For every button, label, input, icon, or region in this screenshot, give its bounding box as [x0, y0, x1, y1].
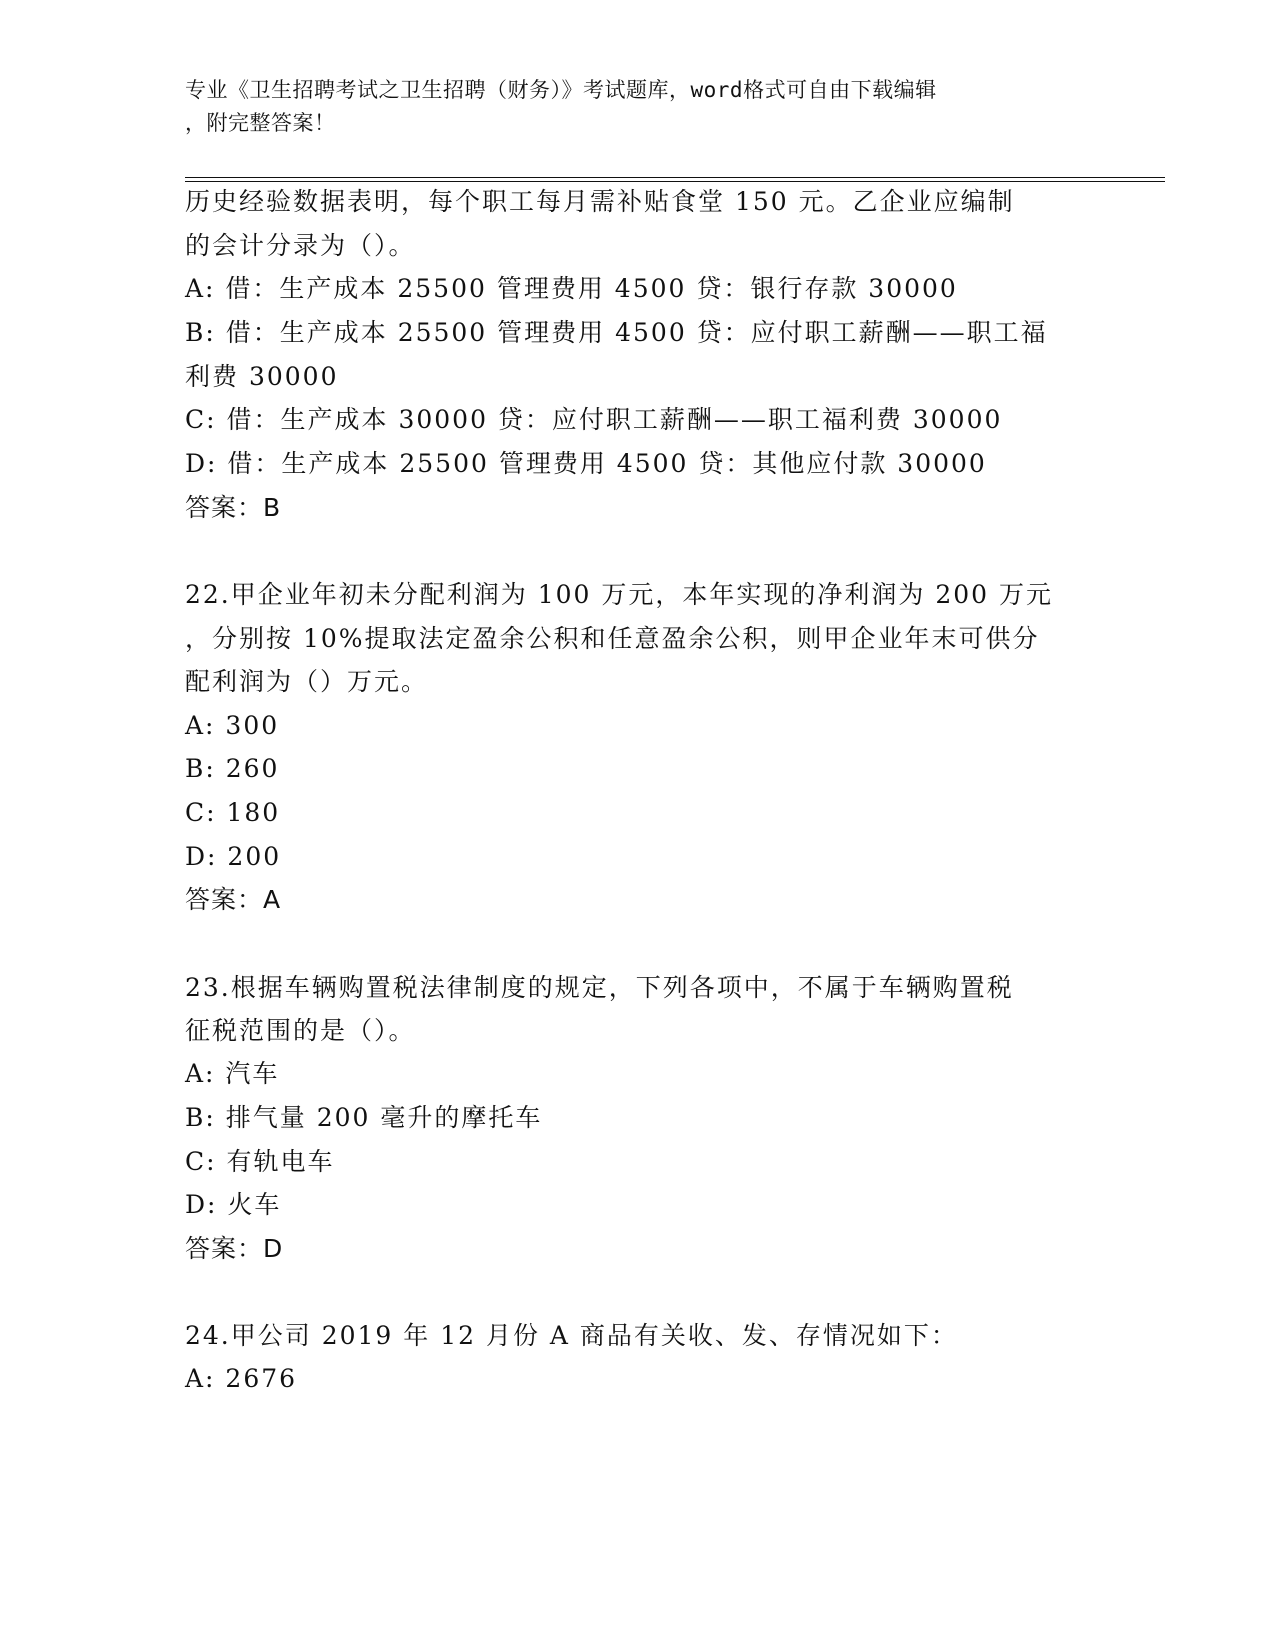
question-22-option-b: B: 260 [185, 754, 280, 783]
header-line-1: 专业《卫生招聘考试之卫生招聘（财务）》考试题库，word格式可自由下载编辑 [185, 78, 937, 102]
question-22-option-d: D: 200 [185, 842, 282, 871]
question-22-stem-line-1: 22.甲企业年初未分配利润为 100 万元，本年实现的净利润为 200 万元 [185, 580, 1053, 609]
question-23-answer: 答案：D [185, 1234, 284, 1263]
question-23-option-b: B: 排气量 200 毫升的摩托车 [185, 1103, 543, 1132]
header-divider-top [185, 177, 1165, 178]
question-22-answer: 答案：A [185, 885, 282, 914]
question-22-option-a: A: 300 [185, 711, 280, 740]
question-21-option-b-line-2: 利费 30000 [185, 362, 339, 391]
header-divider-bottom [185, 181, 1165, 182]
question-23-stem-line-2: 征税范围的是（）。 [185, 1016, 416, 1045]
question-21-option-d: D: 借：生产成本 25500 管理费用 4500 贷：其他应付款 30000 [185, 449, 987, 478]
question-21-stem-line-2: 的会计分录为（）。 [185, 231, 416, 260]
question-23-option-c: C: 有轨电车 [185, 1147, 335, 1176]
question-21-option-c: C: 借：生产成本 30000 贷：应付职工薪酬——职工福利费 30000 [185, 405, 1003, 434]
question-23-option-d: D: 火车 [185, 1190, 282, 1219]
question-21-stem-line-1: 历史经验数据表明，每个职工每月需补贴食堂 150 元。乙企业应编制 [185, 187, 1015, 216]
question-21-option-a: A: 借：生产成本 25500 管理费用 4500 贷：银行存款 30000 [185, 274, 958, 303]
question-22-stem-line-2: ，分别按 10%提取法定盈余公积和任意盈余公积，则甲企业年末可供分 [185, 624, 1040, 653]
question-21-option-b-line-1: B: 借：生产成本 25500 管理费用 4500 贷：应付职工薪酬——职工福 [185, 318, 1048, 347]
question-23-stem-line-1: 23.根据车辆购置税法律制度的规定，下列各项中，不属于车辆购置税 [185, 973, 1014, 1002]
question-24-stem-line-1: 24.甲公司 2019 年 12 月份 A 商品有关收、发、存情况如下： [185, 1321, 958, 1350]
header-line-2: ，附完整答案！ [185, 111, 336, 135]
question-23-option-a: A: 汽车 [185, 1059, 280, 1088]
question-21-answer: 答案：B [185, 493, 282, 522]
header-text [185, 74, 1065, 140]
question-22-option-c: C: 180 [185, 798, 281, 827]
question-24-option-a: A: 2676 [185, 1364, 298, 1393]
question-22-stem-line-3: 配利润为（）万元。 [185, 667, 429, 696]
